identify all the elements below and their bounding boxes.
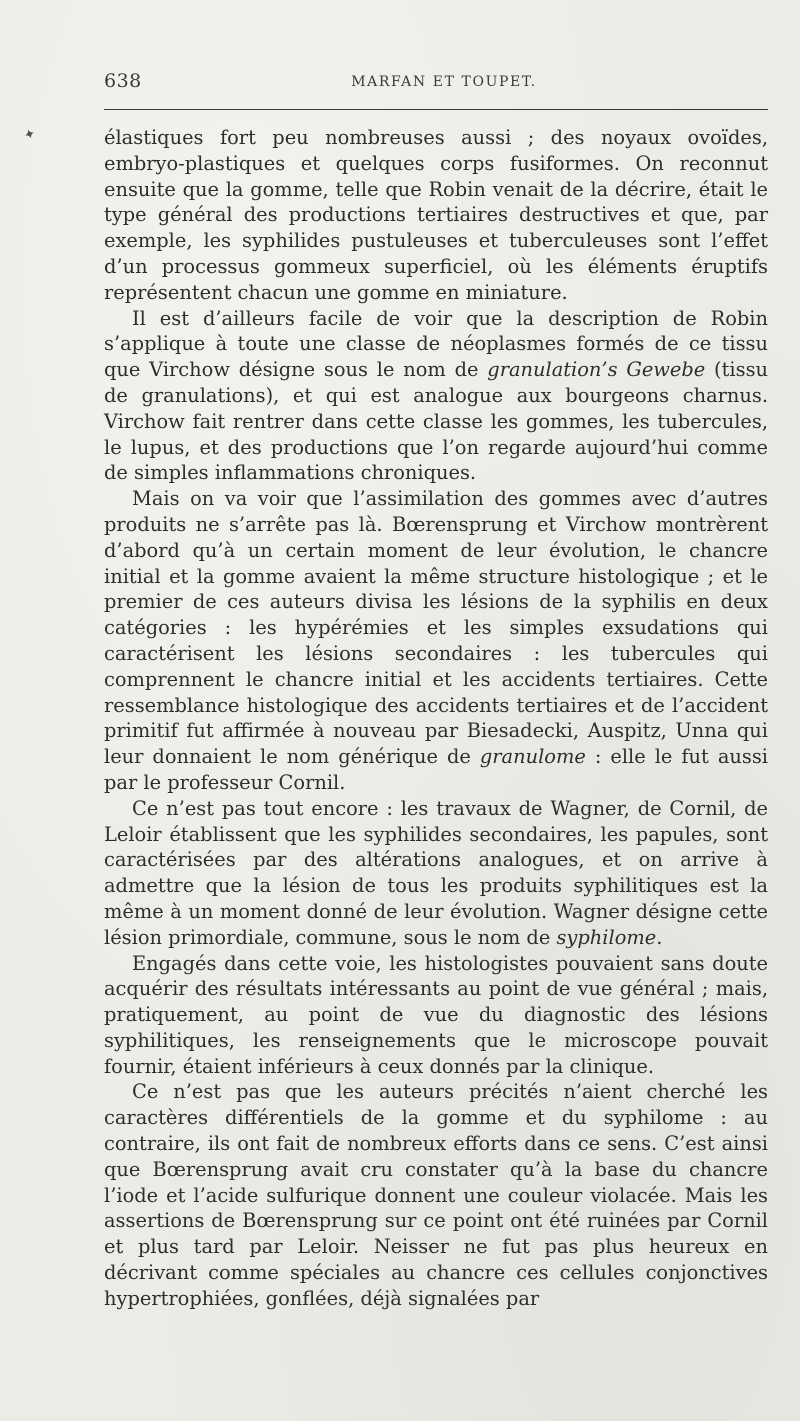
text-run: . xyxy=(656,925,663,949)
text-run: (tissu de granulations), et qui est analogue aux bourgeons charnus. Virchow fait rentrer dans cette classe les gommes, les tubercules, le lupus, et des productions que l’on regarde aujourd’hui comme de simples inflammations chroniques. xyxy=(104,358,769,485)
text-run: Ce n’est pas que les auteurs précités n’aient cherché les caractères différentiels de la gomme et du syphilome : au contraire, ils ont fait de nombreux efforts dans ce sens. C’est ainsi que Bœrensprung avait cru constater qu’à la base du chancre l’iode et l’acide sulfurique donnent une couleur violacée. Mais les assertions de Bœrensprung sur ce point ont été ruinées par Cornil et plus tard par Leloir. Neisser ne fut pas plus heureux en décrivant comme spéciales au chancre ces cellules conjonctives hypertrophiées, gonflées, déjà signalées par xyxy=(104,1080,768,1310)
paragraph xyxy=(104,306,768,487)
text-run: Ce n’est pas tout encore : les travaux de Wagner, de Cornil, de Leloir établissent que les syphilides secondaires, les papules, sont caractérisées par des altérations analogues, et on arrive à admettre que la lésion de tous les produits syphilitiques est la même à un moment donné de leur évolution. Wagner désigne cette lésion primordiale, commune, sous le nom de xyxy=(104,796,768,949)
text-run: Mais on va voir que l’assimilation des gommes avec d’autres produits ne s’arrête pas là. Bœrensprung et Virchow montrèrent d’abord qu’à un certain moment de leur évolution, le chancre initial et la gomme avaient la même structure histologique ; et le premier de ces auteurs divisa les lésions de la syphilis en deux catégories : les hypérémies et les simples exsudations qui caractérisent les lésions secondaires : les tubercules qui comprennent le chancre initial et les accidents tertiaires. Cette ressemblance histologique des accidents tertiaires et de l’accident primitif fut affirmée à nouveau par Biesadecki, Auspitz, Unna qui leur donnaient le nom générique de xyxy=(104,487,768,769)
running-head: MARFAN ET TOUPET. xyxy=(351,74,537,90)
italic-term: granulation’s Gewebe xyxy=(487,358,706,382)
header-rule xyxy=(104,109,768,110)
text-run: : elle le fut aussi par le professeur Cornil. xyxy=(104,745,768,794)
ink-smudge: ✦ xyxy=(21,125,39,145)
paragraph xyxy=(104,486,768,796)
paragraph xyxy=(104,796,768,951)
paragraph xyxy=(104,951,768,1080)
italic-term: granulome xyxy=(479,745,586,769)
text-run: Il est d’ailleurs facile de voir que la description de Robin s’applique à toute une classe de néoplasmes formés de ce tissu que Virchow désigne sous le nom de xyxy=(104,306,768,382)
body-text xyxy=(104,125,768,1312)
text-run: élastiques fort peu nombreuses aussi ; des noyaux ovoïdes, embryo-plastiques et quelques corps fusiformes. On reconnut ensuite que la gomme, telle que Robin venait de la décrire, était le type général des productions tertiaires destructives et que, par exemple, les syphilides pustuleuses et tuberculeuses sont l’effet d’un processus gommeux superficiel, où les éléments éruptifs représentent chacun une gomme en miniature. xyxy=(104,126,768,304)
paragraph xyxy=(104,125,768,306)
italic-term: syphilome xyxy=(556,925,657,949)
page-header xyxy=(104,70,768,94)
page-number: 638 xyxy=(104,70,142,92)
text-run: Engagés dans cette voie, les histologistes pouvaient sans doute acquérir des résultats intéressants au point de vue général ; mais, pratiquement, au point de vue du diagnostic des lésions syphilitiques, les renseignements que le microscope pouvait fournir, étaient inférieurs à ceux donnés par la clinique. xyxy=(104,951,768,1078)
paragraph xyxy=(104,1079,768,1311)
